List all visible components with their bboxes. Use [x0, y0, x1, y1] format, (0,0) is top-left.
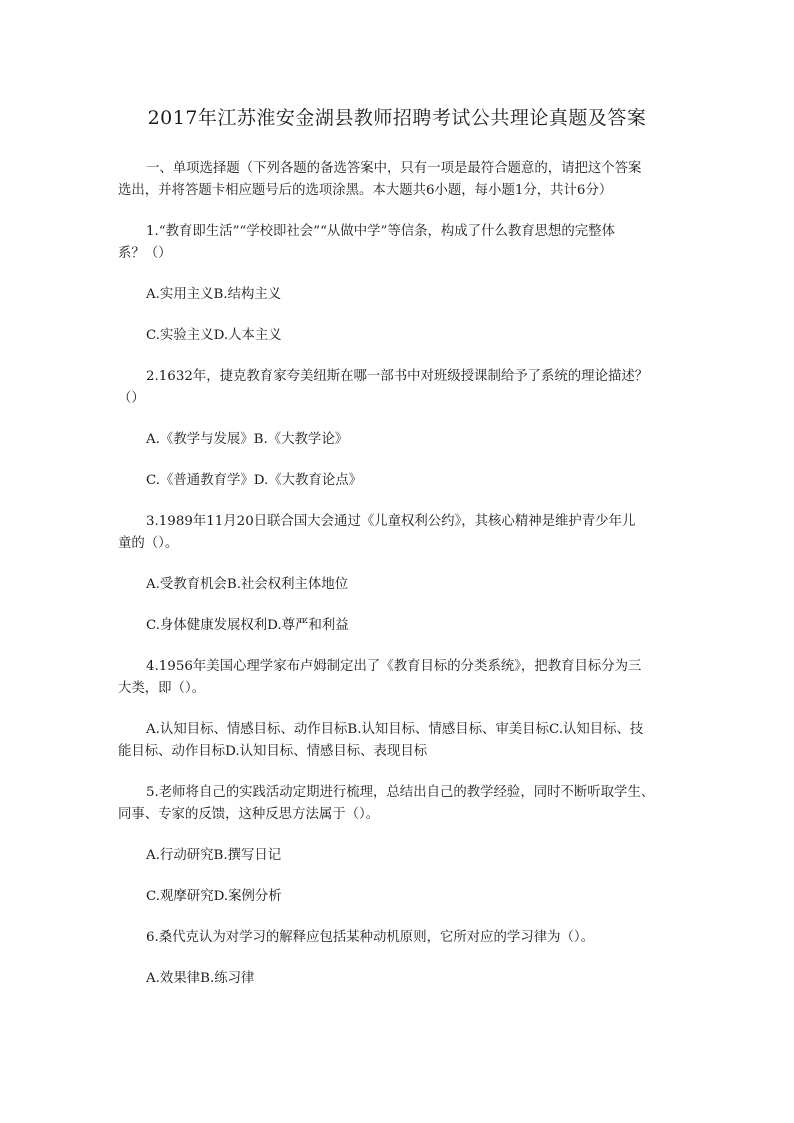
question-stem-line: 系？（） [118, 246, 172, 261]
question-1-options-c-d [118, 325, 678, 347]
document-title: 2017年江苏淮安金湖县教师招聘考试公共理论真题及答案 [147, 107, 647, 129]
question-5-stem [118, 782, 678, 826]
question-options-line: A.效果律B.练习律 [146, 971, 255, 986]
question-stem-line: 童的（）。 [118, 536, 179, 551]
question-4-stem [118, 656, 678, 700]
question-stem-line: 5.老师将自己的实践活动定期进行梳理，总结出自己的教学经验，同时不断听取学生、 [146, 785, 655, 800]
question-3-stem [118, 511, 678, 555]
question-options-line: C.观摩研究D.案例分析 [146, 889, 282, 904]
question-stem-line: 同事、专家的反馈，这种反思方法属于（）。 [118, 807, 380, 822]
question-6-stem [118, 927, 678, 949]
question-6-options-a-b [118, 968, 678, 990]
question-options-line: A.实用主义B.结构主义 [146, 287, 282, 302]
question-stem-line: 1.“教育即生活”“学校即社会”“从做中学”等信条，构成了什么教育思想的完整体 [146, 224, 615, 239]
question-options-line: C.《普通教育学》D.《大教育论点》 [146, 473, 363, 488]
question-options-line: A.行动研究B.撰写日记 [146, 848, 282, 863]
question-stem-line: （） [118, 391, 145, 406]
question-2-stem [118, 366, 678, 410]
question-stem-line: 大类，即（）。 [118, 681, 206, 696]
document-body [118, 158, 678, 1009]
question-options-line: C.身体健康发展权利D.尊严和利益 [146, 618, 349, 633]
question-3-options-a-b [118, 574, 678, 596]
question-4-options [118, 719, 678, 763]
question-stem-line: 3.1989年11月20日联合国大会通过《儿童权利公约》，其核心精神是维护青少年儿 [146, 514, 636, 529]
question-options-line: 能目标、动作目标D.认知目标、情感目标、表现目标 [118, 744, 428, 759]
question-stem-line: 2.1632年，捷克教育家夸美纽斯在哪一部书中对班级授课制给予了系统的理论描述？ [146, 369, 649, 384]
question-2-options-c-d [118, 470, 678, 492]
question-5-options-a-b [118, 845, 678, 867]
question-1-stem [118, 221, 678, 265]
question-3-options-c-d [118, 615, 678, 637]
question-2-options-a-b [118, 429, 678, 451]
question-options-line: A.受教育机会B.社会权利主体地位 [146, 577, 349, 592]
question-stem-line: 6.桑代克认为对学习的解释应包括某种动机原则，它所对应的学习律为（）。 [146, 930, 594, 945]
question-options-line: A.认知目标、情感目标、动作目标B.认知目标、情感目标、审美目标C.认知目标、技 [146, 722, 644, 737]
question-options-line: C.实验主义D.人本主义 [146, 328, 282, 343]
question-5-options-c-d [118, 886, 678, 908]
question-1-options-a-b [118, 284, 678, 306]
section-heading [118, 158, 678, 202]
section-heading-line-2: 选出，并将答题卡相应题号后的选项涂黑。本大题共6小题，每小题1分，共计6分） [118, 183, 613, 198]
section-heading-line-1: 一、单项选择题（下列各题的备选答案中，只有一项是最符合题意的，请把这个答案 [146, 161, 642, 176]
question-stem-line: 4.1956年美国心理学家布卢姆制定出了《教育目标的分类系统》，把教育目标分为三 [146, 659, 642, 674]
question-options-line: A.《教学与发展》B.《大教学论》 [146, 432, 349, 447]
